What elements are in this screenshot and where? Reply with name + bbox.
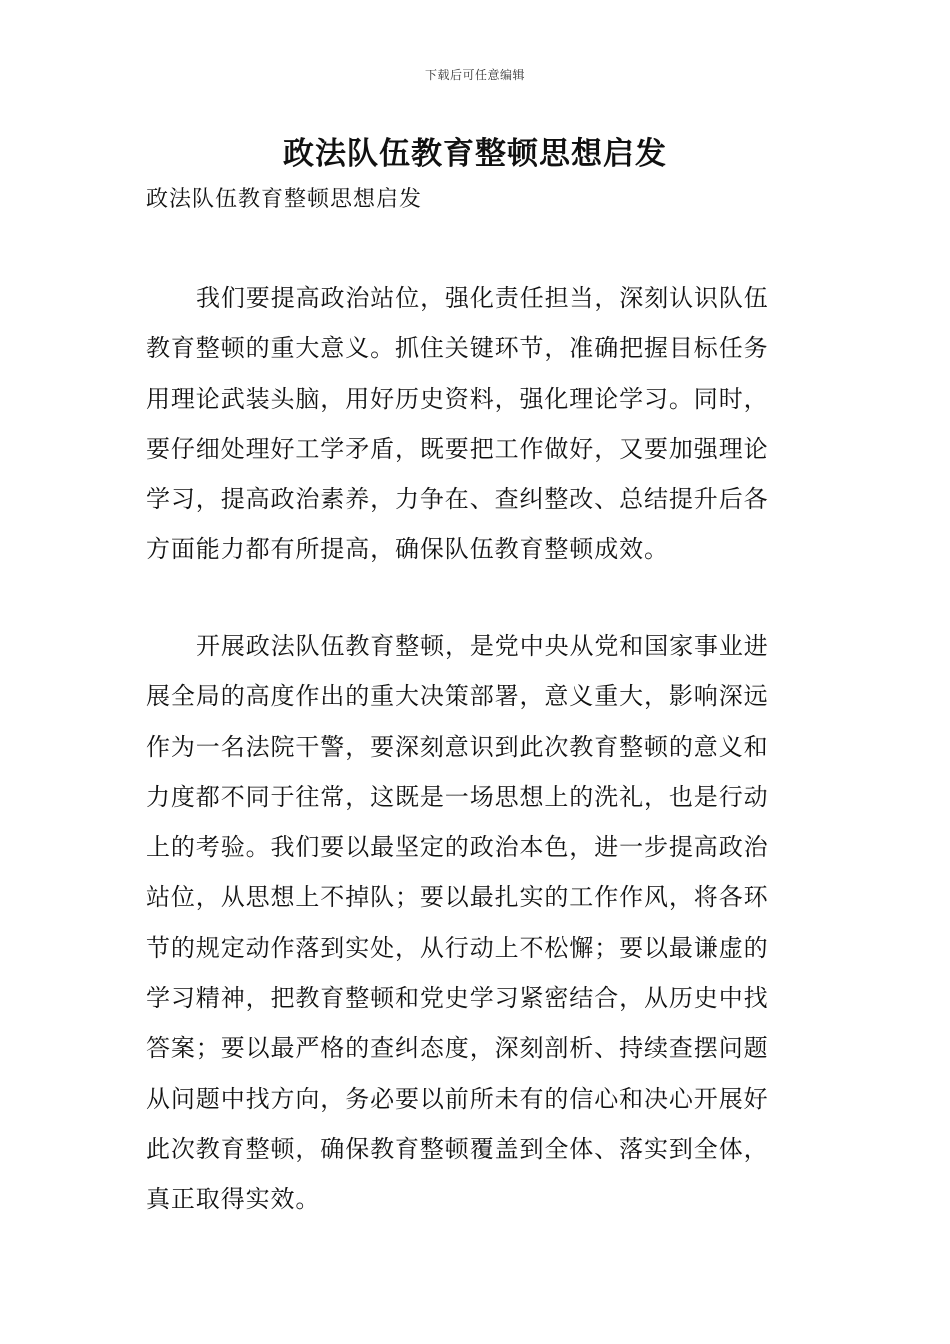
document-title: 政法队伍教育整顿思想启发: [283, 136, 667, 172]
document-subtitle: 政法队伍教育整顿思想启发: [146, 187, 423, 212]
paragraph-line: 学习精神，把教育整顿和党史学习紧密结合，从历史中找: [146, 984, 769, 1013]
paragraph-line: 要仔细处理好工学矛盾，既要把工作做好，又要加强理论: [146, 434, 769, 463]
paragraph-line: 站位，从思想上不掉队；要以最扎实的工作作风，将各环: [146, 883, 769, 912]
paragraph-line: 教育整顿的重大意义。抓住关键环节，准确把握目标任务: [146, 334, 769, 363]
body-paragraph-2: [146, 621, 806, 1225]
paragraph-line: 真正取得实效。: [146, 1185, 321, 1214]
paragraph-line: 作为一名法院干警，要深刻意识到此次教育整顿的意义和: [146, 732, 769, 761]
paragraph-line: 展全局的高度作出的重大决策部署，意义重大，影响深远: [146, 682, 769, 711]
paragraph-line: 从问题中找方向，务必要以前所未有的信心和决心开展好: [146, 1084, 769, 1113]
body-paragraph-1: [146, 273, 806, 575]
paragraph-line: 方面能力都有所提高，确保队伍教育整顿成效。: [146, 535, 669, 564]
paragraph-line: 我们要提高政治站位，强化责任担当，深刻认识队伍: [196, 284, 769, 312]
paragraph-line: 此次教育整顿，确保教育整顿覆盖到全体、落实到全体，: [146, 1134, 769, 1163]
paragraph-line: 上的考验。我们要以最坚定的政治本色，进一步提高政治: [146, 833, 769, 862]
header-note: 下载后可任意编辑: [424, 68, 525, 82]
paragraph-line: 答案；要以最严格的查纠态度，深刻剖析、持续查摆问题: [146, 1034, 769, 1063]
paragraph-line: 节的规定动作落到实处，从行动上不松懈；要以最谦虚的: [146, 933, 769, 962]
paragraph-line: 开展政法队伍教育整顿，是党中央从党和国家事业进: [196, 632, 769, 660]
paragraph-line: 用理论武装头脑，用好历史资料，强化理论学习。同时，: [146, 384, 769, 413]
paragraph-line: 力度都不同于往常，这既是一场思想上的洗礼，也是行动: [146, 782, 769, 811]
paragraph-line: 学习，提高政治素养，力争在、查纠整改、总结提升后各: [146, 485, 769, 514]
